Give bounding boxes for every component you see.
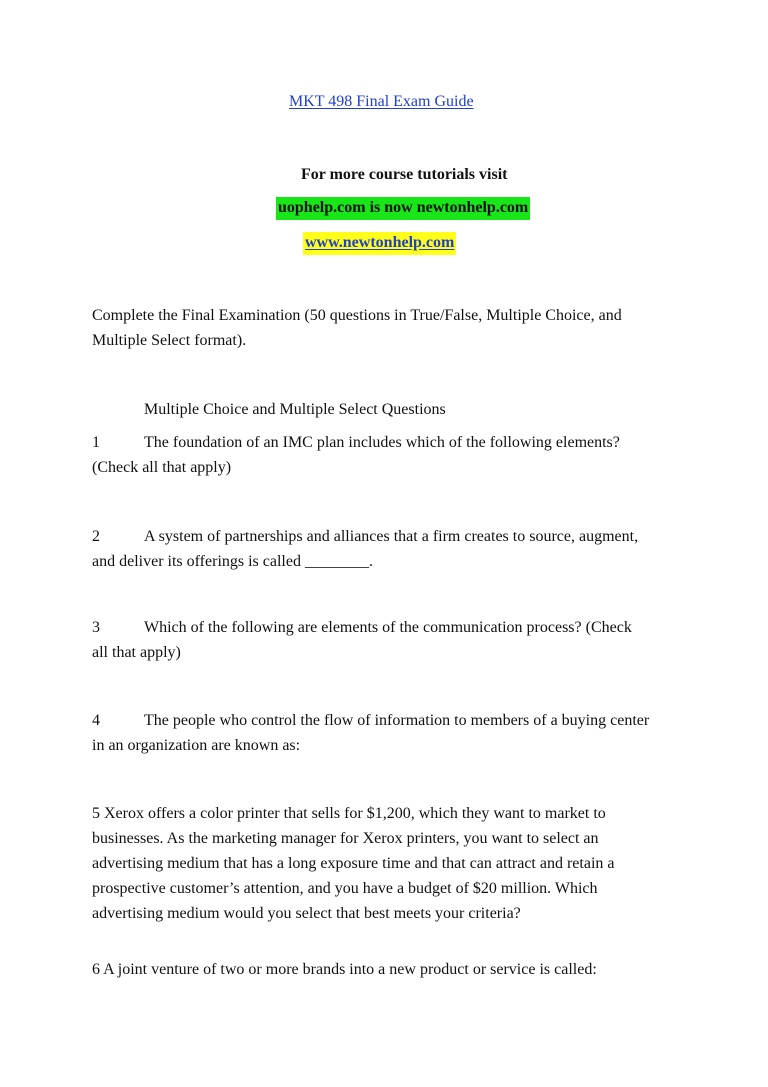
section-heading: Multiple Choice and Multiple Select Questions	[144, 401, 446, 418]
question-text: 6 A joint venture of two or more brands into a new product or service is called:	[92, 961, 597, 978]
question-4	[92, 708, 692, 758]
question-number: 2	[92, 528, 100, 545]
question-text: all that apply)	[92, 644, 181, 661]
visit-text: For more course tutorials visit	[301, 166, 508, 183]
question-text: The people who control the flow of information to members of a buying center	[144, 712, 650, 729]
highlighted-site-notice: uophelp.com is now newtonhelp.com	[276, 197, 530, 220]
question-text: The foundation of an IMC plan includes which of the following elements?	[144, 434, 620, 451]
question-text: 5 Xerox offers a color printer that sells for $1,200, which they want to market to	[92, 805, 606, 822]
question-text: prospective customer’s attention, and you have a budget of $20 million. Which	[92, 880, 598, 897]
question-number: 4	[92, 712, 100, 729]
intro-paragraph	[92, 303, 692, 353]
question-text: and deliver its offerings is called ________.	[92, 553, 373, 570]
intro-line: Complete the Final Examination (50 questions in True/False, Multiple Choice, and	[92, 307, 622, 324]
question-text: advertising medium that has a long exposure time and that can attract and retain a	[92, 855, 615, 872]
question-text: advertising medium would you select that best meets your criteria?	[92, 905, 521, 922]
question-text: in an organization are known as:	[92, 737, 301, 754]
question-2	[92, 524, 692, 574]
website-link-highlight	[303, 232, 456, 255]
question-text: A system of partnerships and alliances that a firm creates to source, augment,	[144, 528, 639, 545]
question-text: businesses. As the marketing manager for Xerox printers, you want to select an	[92, 830, 599, 847]
question-text: Which of the following are elements of the communication process? (Check	[144, 619, 632, 636]
intro-line: Multiple Select format).	[92, 332, 247, 349]
question-5	[92, 801, 692, 926]
question-3	[92, 615, 692, 665]
document-title-link[interactable]: MKT 498 Final Exam Guide	[289, 93, 474, 110]
website-link[interactable]: www.newtonhelp.com	[305, 234, 455, 251]
question-1	[92, 430, 692, 480]
question-number: 3	[92, 619, 100, 636]
question-text: (Check all that apply)	[92, 459, 232, 476]
question-6	[92, 957, 692, 982]
question-number: 1	[92, 434, 100, 451]
